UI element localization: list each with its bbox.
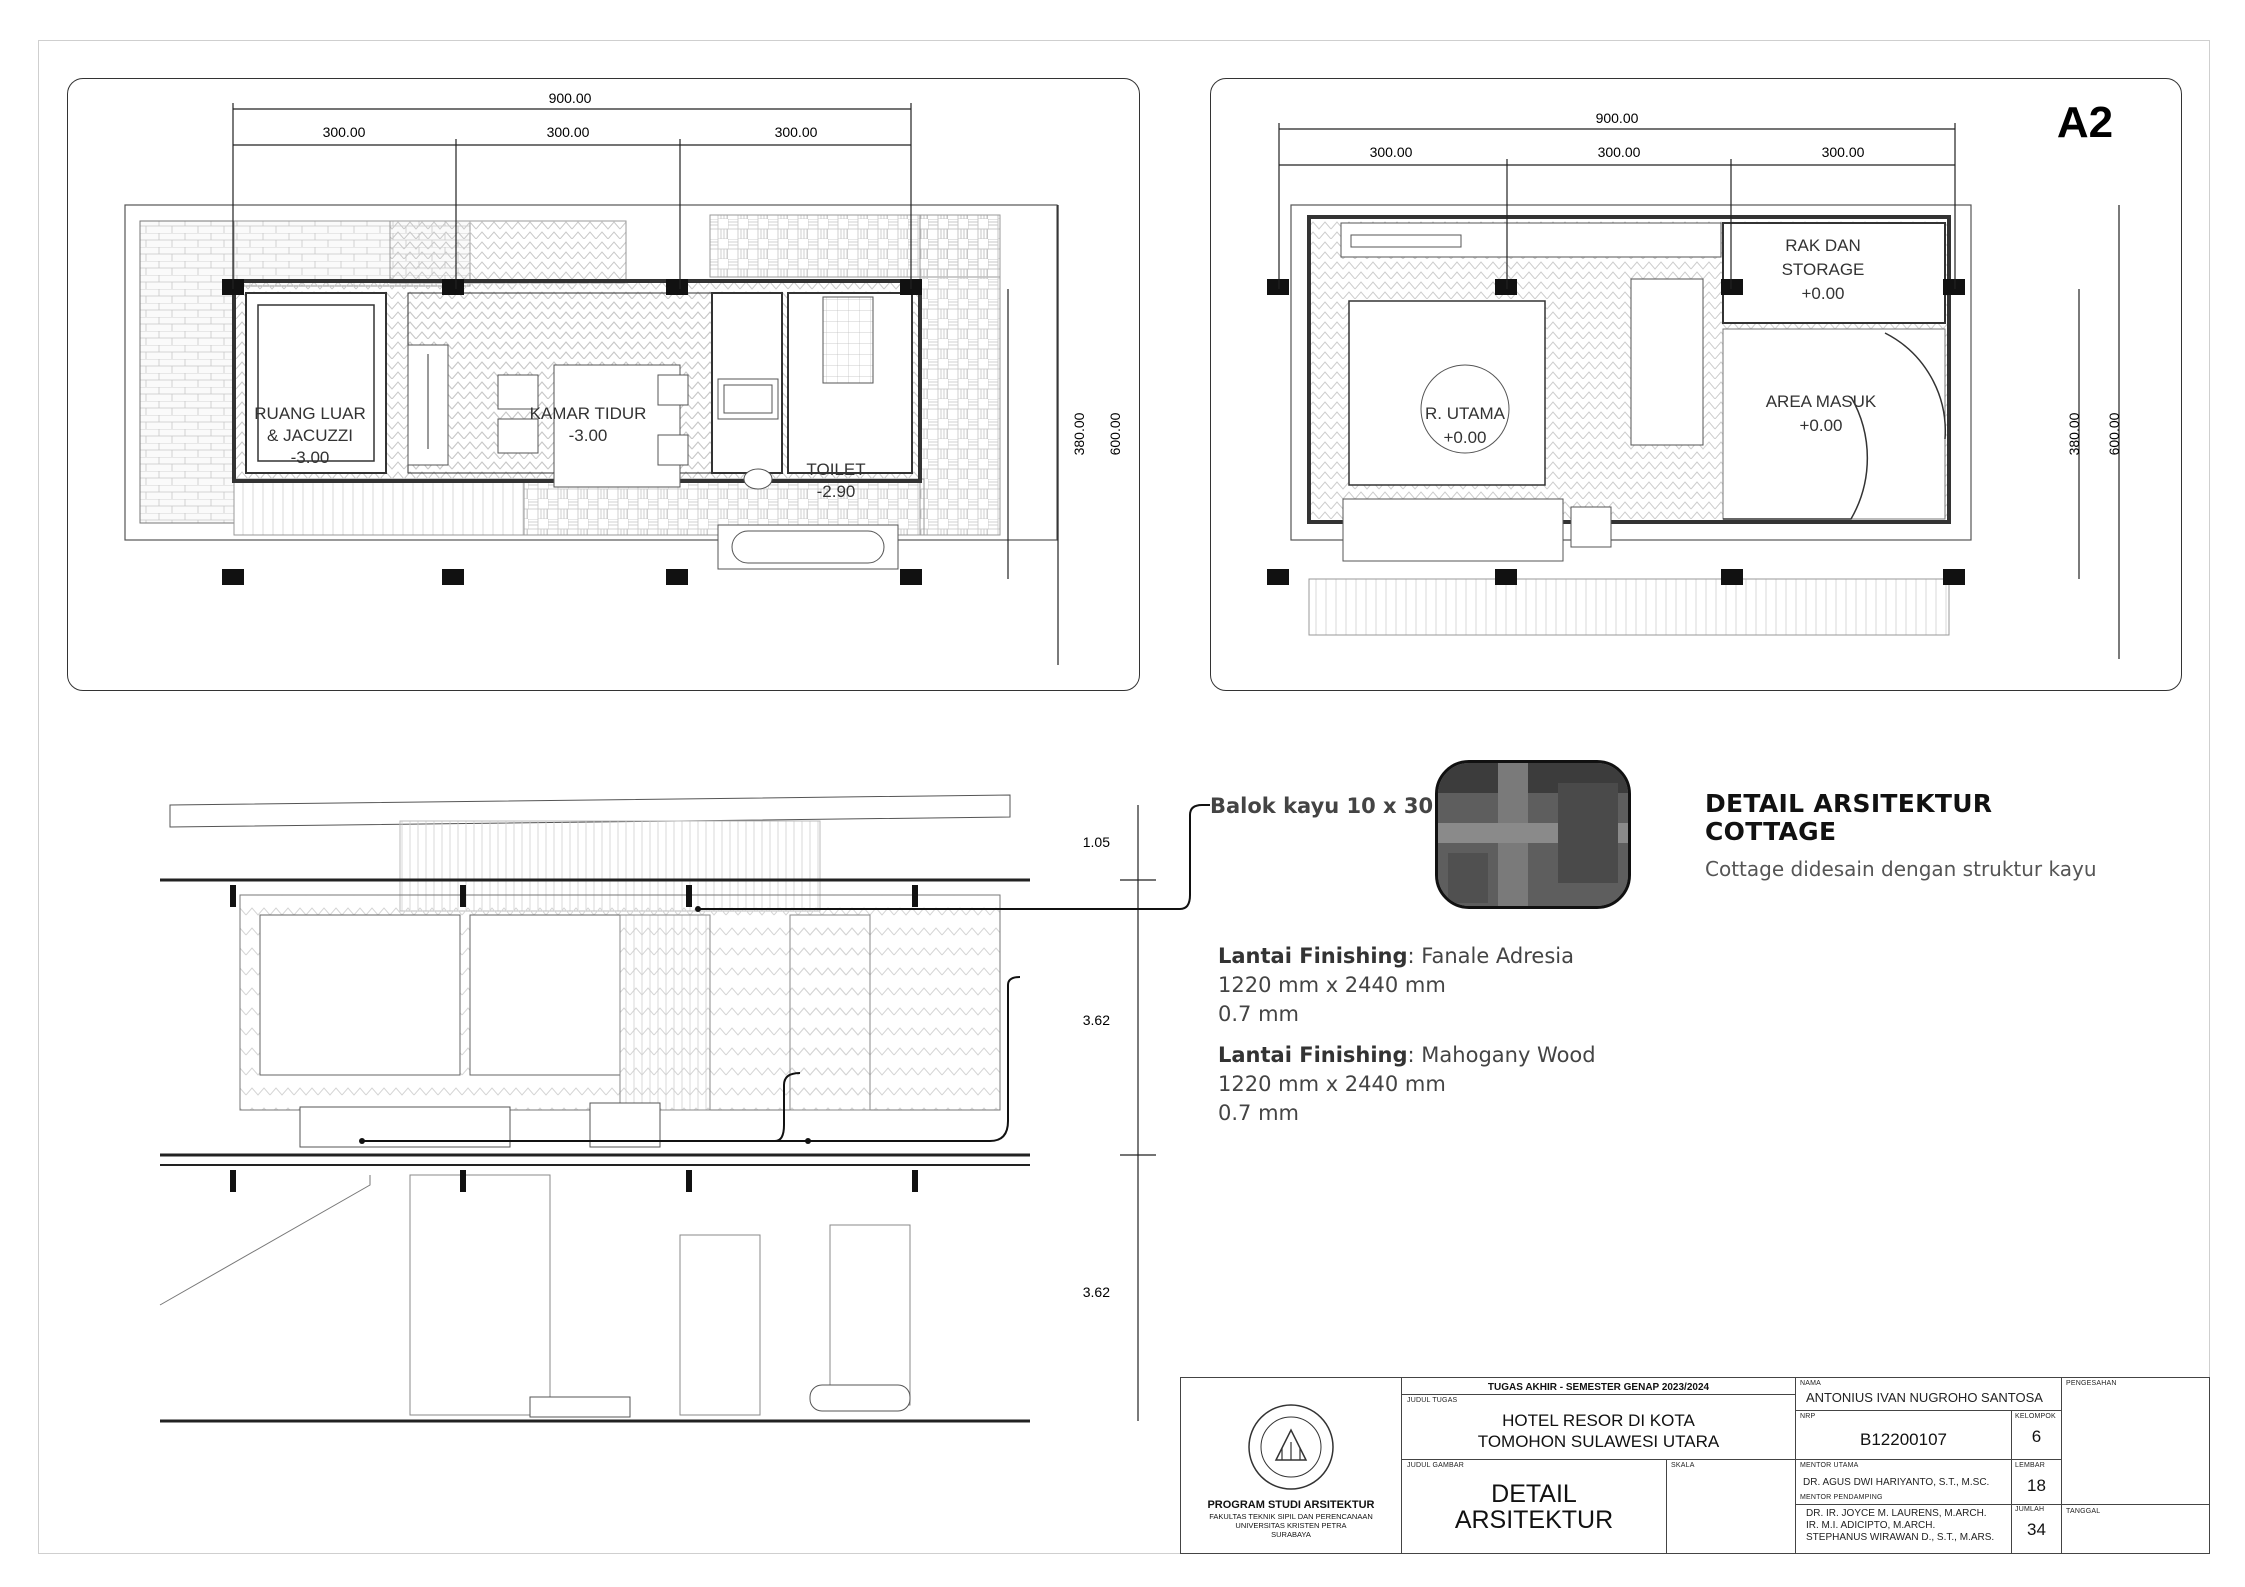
kelompok-value: 6: [2031, 1427, 2042, 1446]
detail-thumbnail: [1435, 760, 1631, 909]
dim-seg3: 300.00: [774, 124, 818, 140]
callout-floor-2: [1218, 1041, 1596, 1128]
judul-gambar-1: DETAIL: [1491, 1480, 1577, 1508]
room-toilet-level: -2.90: [816, 482, 856, 501]
dim-seg2: 300.00: [546, 124, 590, 140]
section-dim-upper: 3.62: [1082, 1012, 1110, 1028]
room-masuk-level: +0.00: [1799, 416, 1843, 435]
callout-floor-2-size: 1220 mm x 2440 mm: [1218, 1072, 1446, 1096]
dim-total: 900.00: [548, 90, 592, 106]
judul-tugas-label: JUDUL TUGAS: [1407, 1397, 1458, 1404]
kelompok-label: KELOMPOK: [2015, 1413, 2056, 1420]
tanggal-label: TANGGAL: [2066, 1508, 2101, 1515]
lembar-label: LEMBAR: [2015, 1462, 2045, 1469]
wood-structure-render: [1438, 763, 1628, 906]
nama-value: ANTONIUS IVAN NUGROHO SANTOSA: [1806, 1390, 2043, 1405]
mentor-pendamping-1: DR. IR. JOYCE M. LAURENS, M.ARCH.: [1806, 1508, 1987, 1519]
callout-floor-2-thick: 0.7 mm: [1218, 1101, 1299, 1125]
mentor-pendamping-3: STEPHANUS WIRAWAN D., S.T., M.ARS.: [1806, 1532, 1995, 1543]
faculty-name: FAKULTAS TEKNIK SIPIL DAN PERENCANAAN: [1209, 1512, 1373, 1521]
callout-floor-1-size: 1220 mm x 2440 mm: [1218, 973, 1446, 997]
floor-plan-lower-panel: [67, 78, 1140, 691]
skala-label: SKALA: [1671, 1462, 1695, 1469]
section-dim-lower: 3.62: [1082, 1284, 1110, 1300]
callout-floor-2-label: Lantai Finishing: [1218, 1043, 1408, 1067]
sheet-label: A2: [2056, 98, 2114, 147]
callout-floor-1-thick: 0.7 mm: [1218, 1002, 1299, 1026]
jumlah-label: JUMLAH: [2015, 1506, 2045, 1513]
dim-right-2: 600.00: [1107, 412, 1123, 456]
room-kamar-level: -3.00: [568, 426, 608, 445]
dim-seg1-upper: 300.00: [1369, 144, 1413, 160]
dim-right-upper-2: 600.00: [2106, 412, 2122, 456]
assignment-title: TUGAS AKHIR - SEMESTER GENAP 2023/2024: [1487, 1382, 1710, 1393]
floor-plan-upper-panel: [1210, 78, 2182, 691]
dim-seg1: 300.00: [322, 124, 366, 140]
university-logo: [1246, 1402, 1336, 1492]
judul-gambar-label: JUDUL GAMBAR: [1407, 1462, 1464, 1469]
callout-floor-1-label: Lantai Finishing: [1218, 944, 1408, 968]
dim-seg3-upper: 300.00: [1821, 144, 1865, 160]
room-jacuzzi-level: -3.00: [290, 448, 330, 467]
mentor-utama-label: MENTOR UTAMA: [1800, 1462, 1859, 1469]
dim-right-1: 380.00: [1071, 412, 1087, 456]
jumlah-value: 34: [2027, 1520, 2046, 1539]
room-jacuzzi-line2: & JACUZZI: [267, 426, 353, 445]
judul-tugas-2: TOMOHON SULAWESI UTARA: [1477, 1432, 1720, 1451]
dim-seg2-upper: 300.00: [1597, 144, 1641, 160]
room-jacuzzi-line1: RUANG LUAR: [254, 404, 366, 423]
floor-plan-upper: [1211, 79, 2181, 690]
detail-title-line2: COTTAGE: [1705, 817, 1837, 846]
judul-tugas-1: HOTEL RESOR DI KOTA: [1502, 1411, 1695, 1430]
lembar-value: 18: [2027, 1476, 2046, 1495]
callout-floor-1-material: : Fanale Adresia: [1407, 944, 1574, 968]
judul-gambar-2: ARSITEKTUR: [1454, 1506, 1614, 1534]
section-dim-roof: 1.05: [1082, 834, 1110, 850]
detail-title: [1705, 790, 1992, 846]
room-utama-level: +0.00: [1443, 428, 1487, 447]
city-name: SURABAYA: [1271, 1530, 1311, 1539]
title-block: [1180, 1377, 2210, 1554]
room-rak-line2: STORAGE: [1781, 260, 1865, 279]
dim-right-upper-1: 380.00: [2066, 412, 2082, 456]
nrp-value: B12200107: [1860, 1430, 1947, 1449]
room-rak-line1: RAK DAN: [1785, 236, 1861, 255]
room-masuk-name: AREA MASUK: [1765, 392, 1877, 411]
section-drawing: [150, 785, 1210, 1435]
callout-balok: Balok kayu 10 x 30: [1210, 794, 1434, 818]
room-kamar-name: KAMAR TIDUR: [529, 404, 647, 423]
mentor-pendamping-2: IR. M.I. ADICIPTO, M.ARCH.: [1806, 1520, 1936, 1531]
detail-title-line1: DETAIL ARSITEKTUR: [1705, 789, 1993, 818]
floor-plan-lower: [68, 79, 1139, 690]
dim-total-upper: 900.00: [1595, 110, 1639, 126]
mentor-utama-value: DR. AGUS DWI HARIYANTO, S.T., M.SC.: [1803, 1477, 1990, 1488]
mentor-pendamping-label: MENTOR PENDAMPING: [1800, 1494, 1883, 1501]
pengesahan-label: PENGESAHAN: [2066, 1380, 2117, 1387]
room-utama-name: R. UTAMA: [1425, 404, 1505, 423]
callout-floor-2-material: : Mahogany Wood: [1407, 1043, 1596, 1067]
room-rak-level: +0.00: [1801, 284, 1845, 303]
callout-floor-1: [1218, 942, 1574, 1029]
nrp-label: NRP: [1800, 1413, 1816, 1420]
nama-label: NAMA: [1800, 1380, 1822, 1387]
detail-description: Cottage didesain dengan struktur kayu: [1705, 857, 2097, 881]
room-toilet-name: TOILET: [806, 460, 866, 479]
university-name: UNIVERSITAS KRISTEN PETRA: [1235, 1521, 1347, 1530]
program-name: PROGRAM STUDI ARSITEKTUR: [1207, 1499, 1375, 1511]
